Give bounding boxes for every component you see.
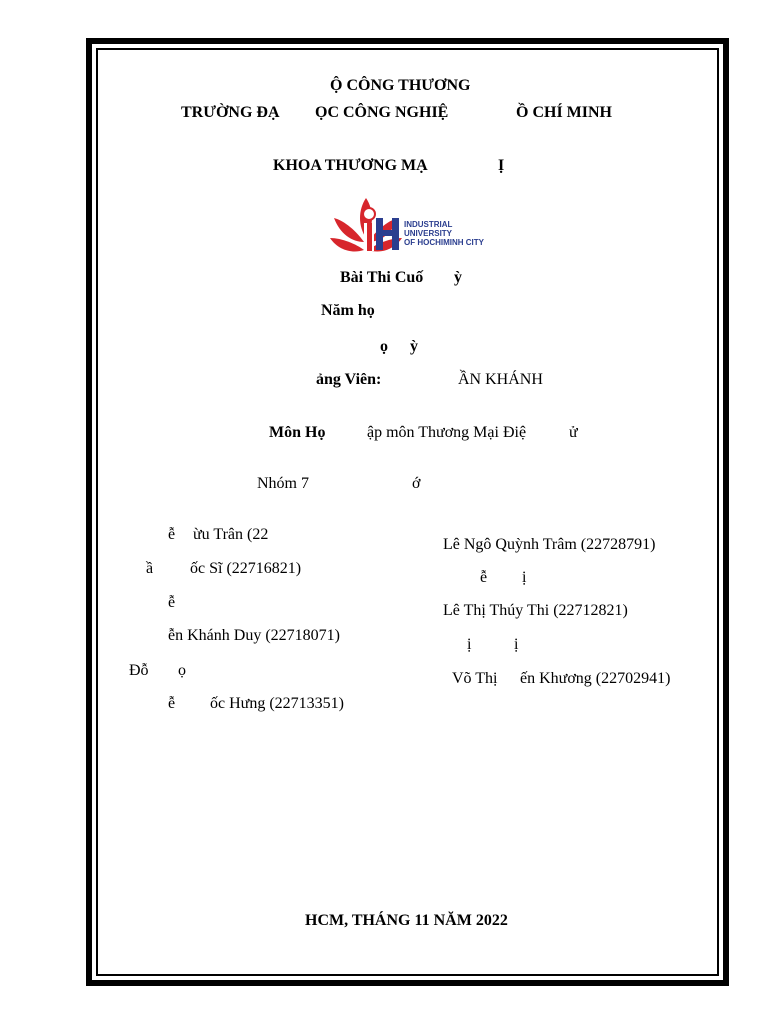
member-right-2-part-1: ễ bbox=[480, 569, 488, 586]
member-left-4: ễn Khánh Duy (22718071) bbox=[168, 627, 340, 644]
logo-text-line-1: INDUSTRIAL bbox=[404, 220, 453, 229]
group-label: Nhóm 7 bbox=[257, 475, 309, 492]
academic-year: Năm họ bbox=[321, 302, 375, 319]
member-right-5-part-2: ến Khương (22702941) bbox=[520, 670, 671, 687]
university-title-part-3: Ồ CHÍ MINH bbox=[516, 104, 612, 121]
member-left-2-part-1: ầ bbox=[146, 560, 154, 577]
university-logo bbox=[328, 192, 498, 258]
member-left-1-part-2: ừu Trân (22 bbox=[193, 526, 269, 543]
ministry-title: Ộ CÔNG THƯƠNG bbox=[330, 77, 471, 94]
exam-title-part-1: Bài Thi Cuố bbox=[340, 269, 424, 286]
semester-part-2: ỳ bbox=[410, 338, 418, 355]
faculty-title-part-1: KHOA THƯƠNG MẠ bbox=[273, 157, 428, 174]
member-left-6-part-2: ốc Hưng (22713351) bbox=[210, 695, 344, 712]
semester-part-1: ọ bbox=[380, 338, 388, 355]
member-left-5-part-2: ọ bbox=[178, 662, 186, 679]
member-right-4-part-1: ị bbox=[467, 636, 472, 653]
inner-border bbox=[96, 48, 719, 976]
logo-text-line-2: UNIVERSITY bbox=[404, 229, 453, 238]
member-left-5-part-1: Đỗ bbox=[129, 662, 149, 679]
university-title-part-2: ỌC CÔNG NGHIỆ bbox=[315, 104, 449, 121]
exam-title-part-2: ỳ bbox=[454, 269, 462, 286]
group-extra: ớ bbox=[412, 475, 421, 492]
member-right-3: Lê Thị Thúy Thi (22712821) bbox=[443, 602, 628, 619]
footer-date: HCM, THÁNG 11 NĂM 2022 bbox=[305, 912, 508, 929]
subject-name-part-2: ử bbox=[569, 424, 578, 441]
subject-name-part-1: ập môn Thương Mại Điệ bbox=[367, 424, 527, 441]
university-title-part-1: TRƯỜNG ĐẠ bbox=[181, 104, 280, 121]
logo-text bbox=[404, 220, 484, 247]
lecturer-label: ảng Viên: bbox=[316, 371, 382, 388]
member-left-3-part-1: ễ bbox=[168, 594, 176, 611]
member-left-2-part-2: ốc Sĩ (22716821) bbox=[190, 560, 302, 577]
member-right-2-part-2: ị bbox=[522, 569, 527, 586]
lecturer-name: ẦN KHÁNH bbox=[458, 371, 543, 388]
subject-label: Môn Họ bbox=[269, 424, 326, 441]
member-right-5-part-1: Võ Thị bbox=[452, 670, 498, 687]
member-left-1-part-1: ễ bbox=[168, 526, 176, 543]
member-right-1: Lê Ngô Quỳnh Trâm (22728791) bbox=[443, 536, 656, 553]
member-left-6-part-1: ễ bbox=[168, 695, 176, 712]
faculty-title-part-2: Ị bbox=[498, 157, 505, 174]
member-right-4-part-2: ị bbox=[514, 636, 519, 653]
logo-text-line-3: OF HOCHIMINH CITY bbox=[404, 238, 484, 247]
